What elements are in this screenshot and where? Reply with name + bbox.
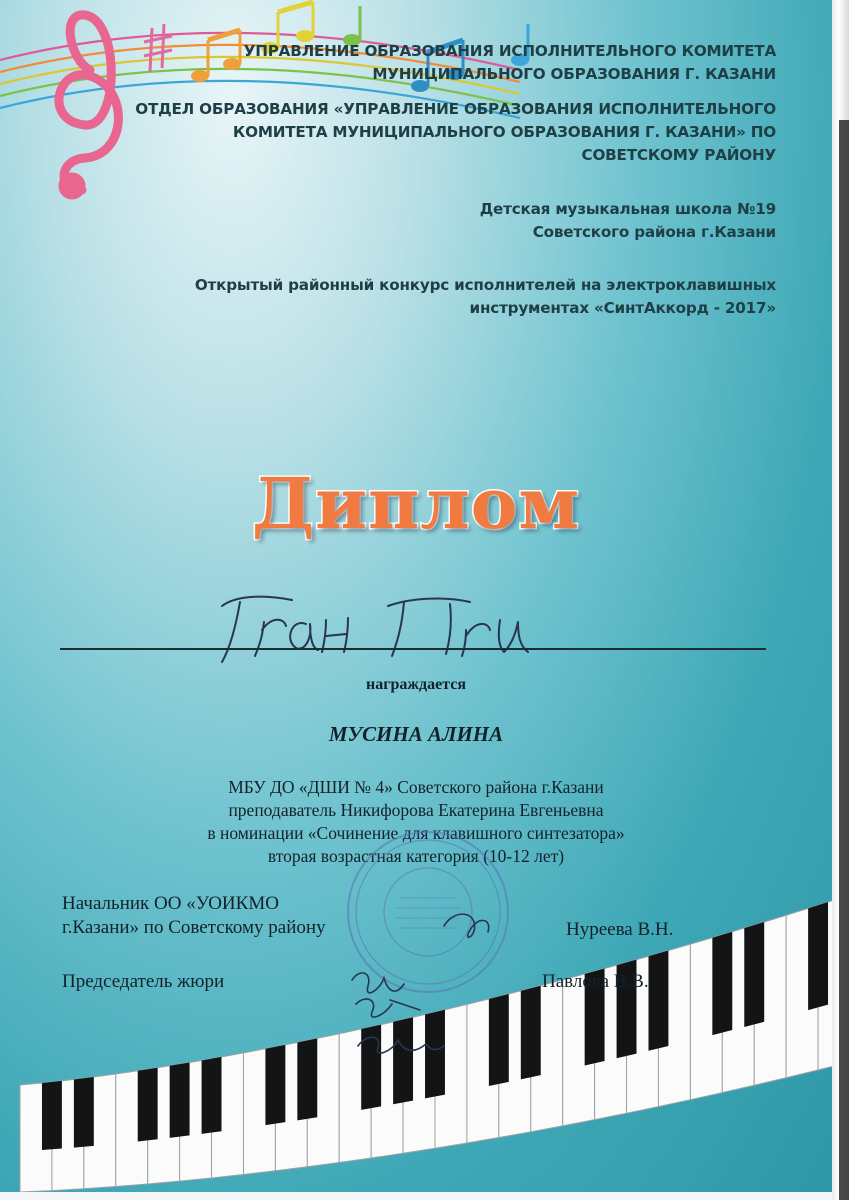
detail-school: МБУ ДО «ДШИ № 4» Советского района г.Казани	[228, 777, 604, 797]
dept-line: УПРАВЛЕНИЕ ОБРАЗОВАНИЯ ИСПОЛНИТЕЛЬНОГО КОМИТЕТА	[243, 42, 776, 60]
head-name: Нуреева В.Н.	[566, 919, 674, 940]
page-edge-bar	[839, 120, 849, 1200]
school-line: Советского района г.Казани	[532, 223, 776, 241]
head-title-line: г.Казани» по Советскому району	[62, 917, 326, 938]
sub-line: ОТДЕЛ ОБРАЗОВАНИЯ «УПРАВЛЕНИЕ ОБРАЗОВАНИЯ ИСПОЛНИТЕЛЬНОГО	[135, 100, 776, 118]
detail-teacher: преподаватель Никифорова Екатерина Евгеньевна	[228, 800, 604, 820]
sub-line: СОВЕТСКОМУ РАЙОНУ	[581, 146, 776, 164]
contest-line: инструментах «СинтАккорд - 2017»	[469, 299, 776, 317]
diploma-title: Диплом	[251, 462, 581, 545]
detail-nomination: в номинации «Сочинение для клавишного синтезатора»	[207, 823, 625, 843]
sub-line: КОМИТЕТА МУНИЦИПАЛЬНОГО ОБРАЗОВАНИЯ Г. КАЗАНИ» ПО	[232, 123, 776, 141]
awarded-label: награждается	[366, 676, 466, 693]
jury-title: Председатель жюри	[62, 971, 225, 992]
contest-line: Открытый районный конкурс исполнителей на электроклавишных	[194, 276, 776, 294]
page-edge	[832, 0, 849, 1200]
detail-age-category: вторая возрастная категория (10-12 лет)	[267, 846, 565, 866]
school-line: Детская музыкальная школа №19	[479, 200, 776, 218]
recipient-name: МУСИНА АЛИНА	[328, 722, 504, 746]
jury-name: Павлова В.В.	[542, 971, 649, 992]
head-title-line: Начальник ОО «УОИКМО	[62, 893, 279, 914]
dept-line: МУНИЦИПАЛЬНОГО ОБРАЗОВАНИЯ Г. КАЗАНИ	[372, 65, 776, 83]
